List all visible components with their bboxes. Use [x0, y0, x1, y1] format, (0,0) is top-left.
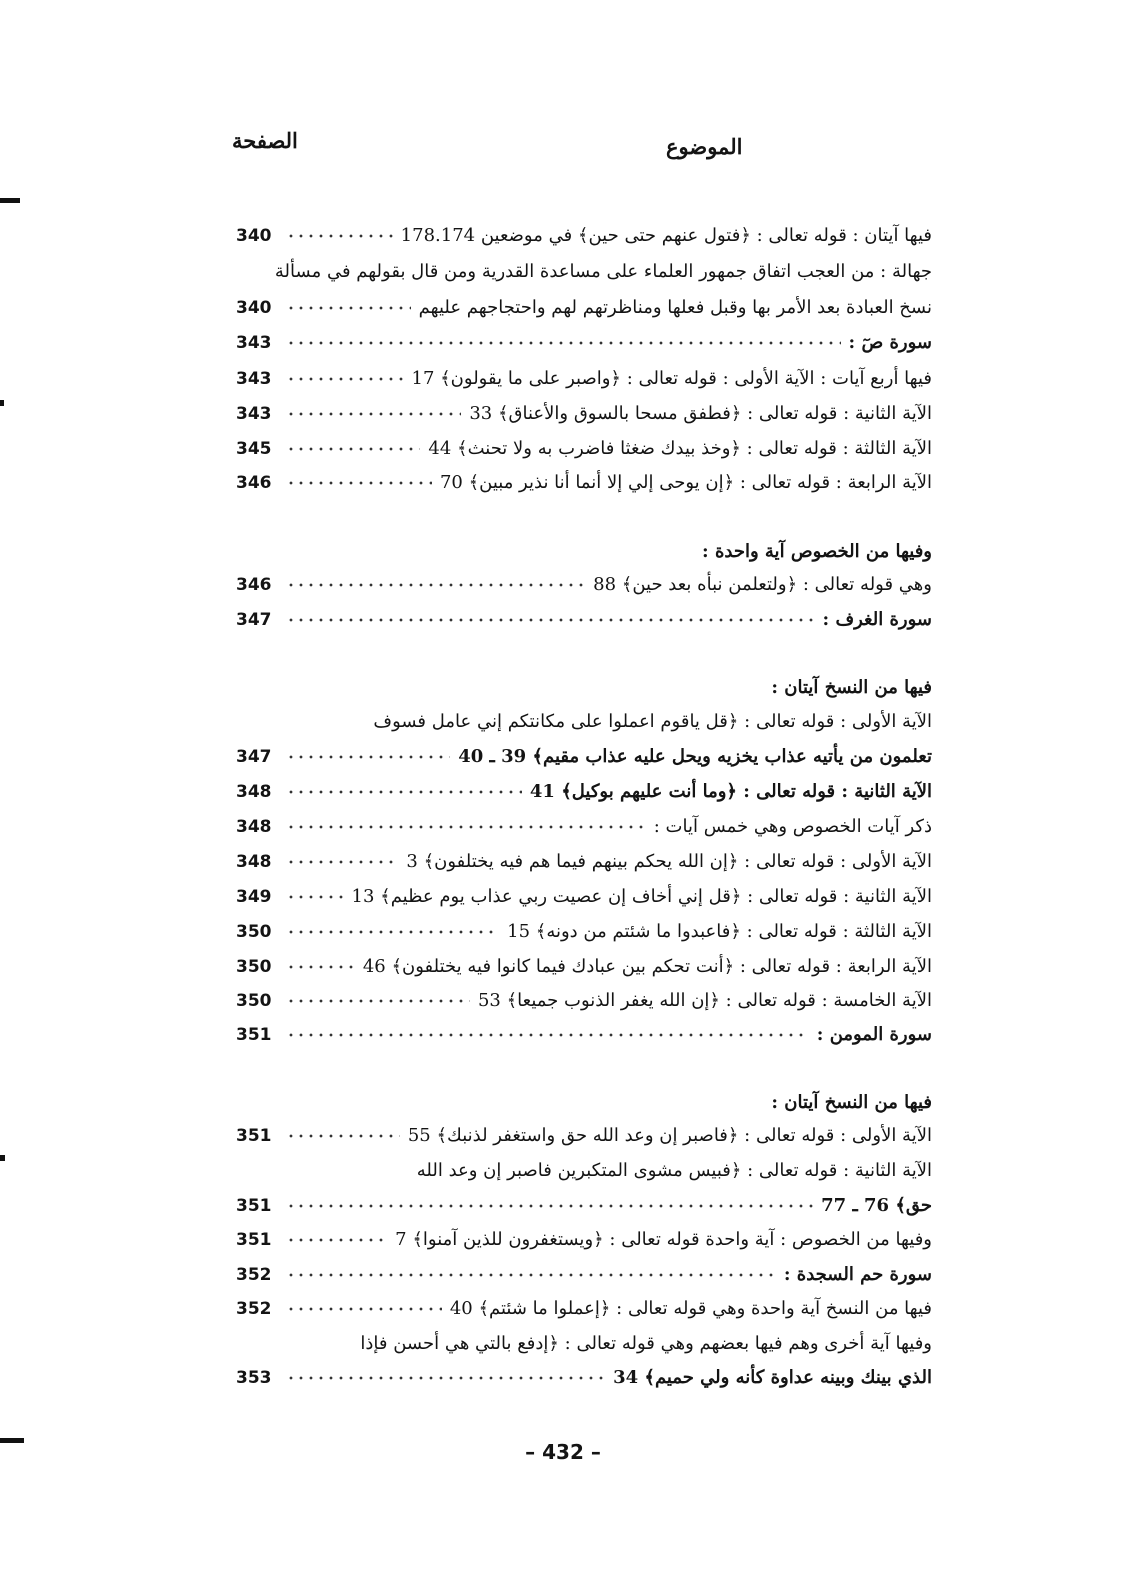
leader-dots	[286, 402, 461, 426]
leader-dots	[286, 745, 450, 769]
entry-text: الآية الأولى : قوله تعالى : ﴿فاصبر إن وعد الله حق واستغفر لذنبك﴾ 55	[407, 1125, 932, 1146]
toc-entry	[236, 255, 932, 289]
scan-edge-mark	[0, 1155, 5, 1161]
entry-page: 347	[236, 747, 272, 767]
toc-entry	[236, 845, 932, 879]
page-column-header: الصفحة	[232, 128, 298, 153]
entry-page: 348	[236, 782, 272, 802]
entry-page: 352	[236, 1265, 272, 1285]
toc-entry	[236, 1292, 932, 1326]
toc-entry	[236, 568, 932, 602]
entry-text: الآية الثانية : قوله تعالى : ﴿قل إني أخاف إن عصيت ربي عذاب يوم عظيم﴾ 13	[351, 886, 932, 907]
entry-page: 350	[236, 922, 272, 942]
entry-text: نسخ العبادة بعد الأمر بها وقبل فعلها ومناظرتهم لهم واحتجاجهم عليهم	[418, 297, 932, 318]
section-heading: فيها من النسخ آيتان :	[771, 677, 932, 698]
entry-text: تعلمون من يأتيه عذاب يخزيه ويحل عليه عذاب مقيم﴾ 39 ـ 40	[458, 746, 932, 767]
surah-heading: سورة الغرف :	[822, 609, 932, 630]
surah-heading: سورة صٓ :	[848, 332, 932, 353]
entry-text: فيها أربع آيات : الآية الأولى : قوله تعالى : ﴿واصبر على ما يقولون﴾ 17	[411, 368, 932, 389]
entry-page: 346	[236, 473, 272, 493]
toc-entry	[236, 466, 932, 500]
leader-dots	[286, 367, 404, 391]
entry-text: ذكر آيات الخصوص وهي خمس آيات :	[653, 816, 932, 837]
toc-entry	[236, 915, 932, 949]
leader-dots	[286, 780, 522, 804]
toc-entry	[236, 326, 932, 360]
section-heading: فيها من النسخ آيتان :	[771, 1092, 932, 1113]
entry-page: 353	[236, 1368, 272, 1388]
toc-entry	[236, 984, 932, 1018]
surah-heading: سورة المومن :	[816, 1024, 932, 1045]
leader-dots	[286, 1228, 387, 1252]
surah-heading: سورة حم السجدة :	[783, 1264, 932, 1285]
toc-entry	[236, 775, 932, 809]
entry-text: الآية الثانية : قوله تعالى : ﴿فبيس مشوى المتكبرين فاصبر إن وعد الله	[416, 1160, 932, 1181]
leader-dots	[286, 1297, 442, 1321]
entry-text: الآية الثانية : قوله تعالى : ﴿فطفق مسحا بالسوق والأعناق﴾ 33	[469, 403, 932, 424]
page-number: – 432 –	[525, 1440, 601, 1464]
toc-entry	[236, 880, 932, 914]
entry-page: 348	[236, 852, 272, 872]
entry-page: 352	[236, 1299, 272, 1319]
entry-text: وفيها آية أخرى وهم فيها بعضهم وهي قوله تعالى : ﴿إدفع بالتي هي أحسن فإذا	[360, 1333, 932, 1354]
entry-page: 351	[236, 1230, 272, 1250]
topic-column-header: الموضوع	[666, 134, 743, 159]
entry-page: 346	[236, 575, 272, 595]
entry-page: 351	[236, 1126, 272, 1146]
scan-edge-mark	[0, 400, 4, 406]
leader-dots	[286, 955, 355, 979]
leader-dots	[286, 331, 841, 355]
entry-page: 345	[236, 439, 272, 459]
scan-edge-mark	[0, 198, 20, 203]
leader-dots	[286, 989, 470, 1013]
leader-dots	[286, 608, 815, 632]
leader-dots	[286, 1366, 605, 1390]
toc-entry	[236, 705, 932, 739]
leader-dots	[286, 885, 344, 909]
leader-dots	[286, 1023, 809, 1047]
entry-text: فيها من النسخ آية واحدة وهي قوله تعالى : ﴿إعملوا ما شئتم﴾ 40	[449, 1298, 932, 1319]
leader-dots	[286, 850, 398, 874]
entry-page: 340	[236, 226, 272, 246]
leader-dots	[286, 1124, 400, 1148]
entry-text: جهالة : من العجب اتفاق جمهور العلماء على مساعدة القدرية ومن قال بقولهم في مسألة	[274, 261, 932, 282]
toc-entry	[236, 397, 932, 431]
leader-dots	[286, 920, 499, 944]
toc-entry	[236, 1119, 932, 1153]
leader-dots	[286, 224, 393, 248]
entry-text: الآية الثالثة : قوله تعالى : ﴿فاعبدوا ما شئتم من دونه﴾ 15	[507, 921, 932, 942]
entry-page: 351	[236, 1196, 272, 1216]
entry-text: الذي بينك وبينه عداوة كأنه ولي حميم﴾ 34	[613, 1367, 932, 1388]
toc-entry	[236, 1361, 932, 1395]
entry-page: 343	[236, 333, 272, 353]
toc-entry	[236, 810, 932, 844]
leader-dots	[286, 815, 646, 839]
entry-text: الآية الأولى : قوله تعالى : ﴿إن الله يحكم بينهم فيما هم فيه يختلفون﴾ 3	[406, 851, 932, 872]
toc-entry	[236, 950, 932, 984]
entry-page: 350	[236, 991, 272, 1011]
toc-entry	[236, 432, 932, 466]
toc-entry	[236, 740, 932, 774]
entry-text: الآية الثالثة : قوله تعالى : ﴿وخذ بيدك ضغثا فاضرب به ولا تحنث﴾ 44	[428, 438, 932, 459]
entry-text: الآية الخامسة : قوله تعالى : ﴿إن الله يغفر الذنوب جميعا﴾ 53	[477, 990, 932, 1011]
entry-text: وفيها من الخصوص : آية واحدة قوله تعالى : ﴿ويستغفرون للذين آمنوا﴾ 7	[395, 1229, 932, 1250]
entry-page: 350	[236, 957, 272, 977]
toc-entry	[236, 1327, 932, 1361]
section-heading: وفيها من الخصوص آية واحدة :	[702, 541, 932, 562]
entry-text: فيها آيتان : قوله تعالى : ﴿فتول عنهم حتى حين﴾ في موضعين 178.174	[400, 225, 932, 246]
entry-text: حق﴾ 76 ـ 77	[821, 1195, 932, 1216]
toc-entry	[236, 1223, 932, 1257]
entry-text: الآية الأولى : قوله تعالى : ﴿قل ياقوم اعملوا على مكانتكم إني عامل فسوف	[373, 711, 932, 732]
leader-dots	[286, 1194, 813, 1218]
entry-page: 348	[236, 817, 272, 837]
toc-entry	[236, 1086, 932, 1120]
entry-text: الآية الرابعة : قوله تعالى : ﴿أنت تحكم بين عبادك فيما كانوا فيه يختلفون﴾ 46	[362, 956, 932, 977]
entry-page: 343	[236, 369, 272, 389]
entry-page: 347	[236, 610, 272, 630]
toc-entry	[236, 535, 932, 569]
entry-page: 349	[236, 887, 272, 907]
leader-dots	[286, 1263, 776, 1287]
toc-entry	[236, 362, 932, 396]
leader-dots	[286, 437, 420, 461]
toc-entry	[236, 603, 932, 637]
entry-text: الآية الرابعة : قوله تعالى : ﴿إن يوحى إلي إلا أنما أنا نذير مبين﴾ 70	[439, 472, 932, 493]
toc-entry	[236, 1018, 932, 1052]
entry-page: 340	[236, 298, 272, 318]
entry-page: 343	[236, 404, 272, 424]
toc-entry	[236, 1258, 932, 1292]
entry-text: الآية الثانية : قوله تعالى : ﴿وما أنت عليهم بوكيل﴾ 41	[529, 781, 932, 802]
toc-entry	[236, 1189, 932, 1223]
toc-entry	[236, 219, 932, 253]
toc-entry	[236, 671, 932, 705]
leader-dots	[286, 573, 585, 597]
entry-text: وهي قوله تعالى : ﴿ولتعلمن نبأه بعد حين﴾ 88	[593, 574, 932, 595]
leader-dots	[286, 296, 411, 320]
toc-entry	[236, 291, 932, 325]
leader-dots	[286, 471, 432, 495]
toc-entry	[236, 1154, 932, 1188]
entry-page: 351	[236, 1025, 272, 1045]
scan-edge-mark	[0, 1438, 24, 1443]
